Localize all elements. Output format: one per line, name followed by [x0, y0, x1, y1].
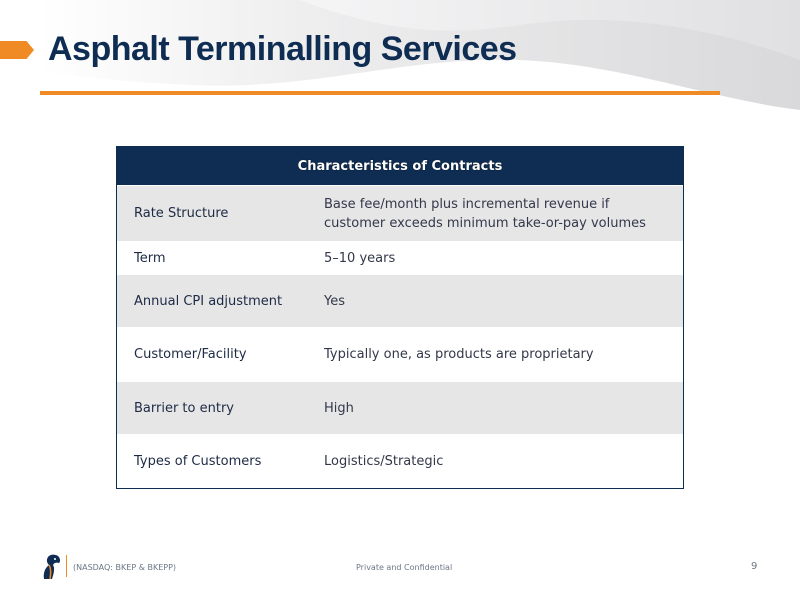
row-value: Yes	[324, 293, 345, 309]
page-number: 9	[751, 561, 758, 572]
footer-confidential-notice: Private and Confidential	[356, 563, 453, 572]
row-label: Rate Structure	[134, 206, 229, 221]
row-value: Typically one, as products are proprietary	[324, 347, 594, 362]
row-value: High	[324, 400, 354, 416]
row-value: Base fee/month plus incremental revenue if customer exceeds minimum take-or-pay volumes	[324, 196, 646, 231]
row-label: Types of Customers	[134, 454, 262, 469]
table-row	[117, 274, 683, 327]
table-row	[117, 327, 683, 381]
table-row	[117, 381, 683, 434]
title-underline	[40, 91, 720, 95]
row-label: Term	[134, 250, 166, 266]
contracts-table	[116, 146, 684, 489]
table-row	[117, 241, 683, 274]
footer-divider	[66, 555, 67, 577]
row-value: Logistics/Strategic	[324, 454, 444, 469]
table-header: Characteristics of Contracts	[117, 147, 683, 185]
row-label: Barrier to entry	[134, 400, 234, 416]
horse-head-logo-icon	[40, 553, 62, 581]
row-label: Customer/Facility	[134, 347, 247, 362]
footer-ticker: (NASDAQ: BKEP & BKEPP)	[73, 563, 177, 572]
row-value: 5–10 years	[324, 250, 396, 266]
table-row	[117, 434, 683, 488]
slide-title: Asphalt Terminalling Services	[48, 30, 517, 68]
table-row	[117, 185, 683, 241]
row-label: Annual CPI adjustment	[134, 293, 283, 309]
